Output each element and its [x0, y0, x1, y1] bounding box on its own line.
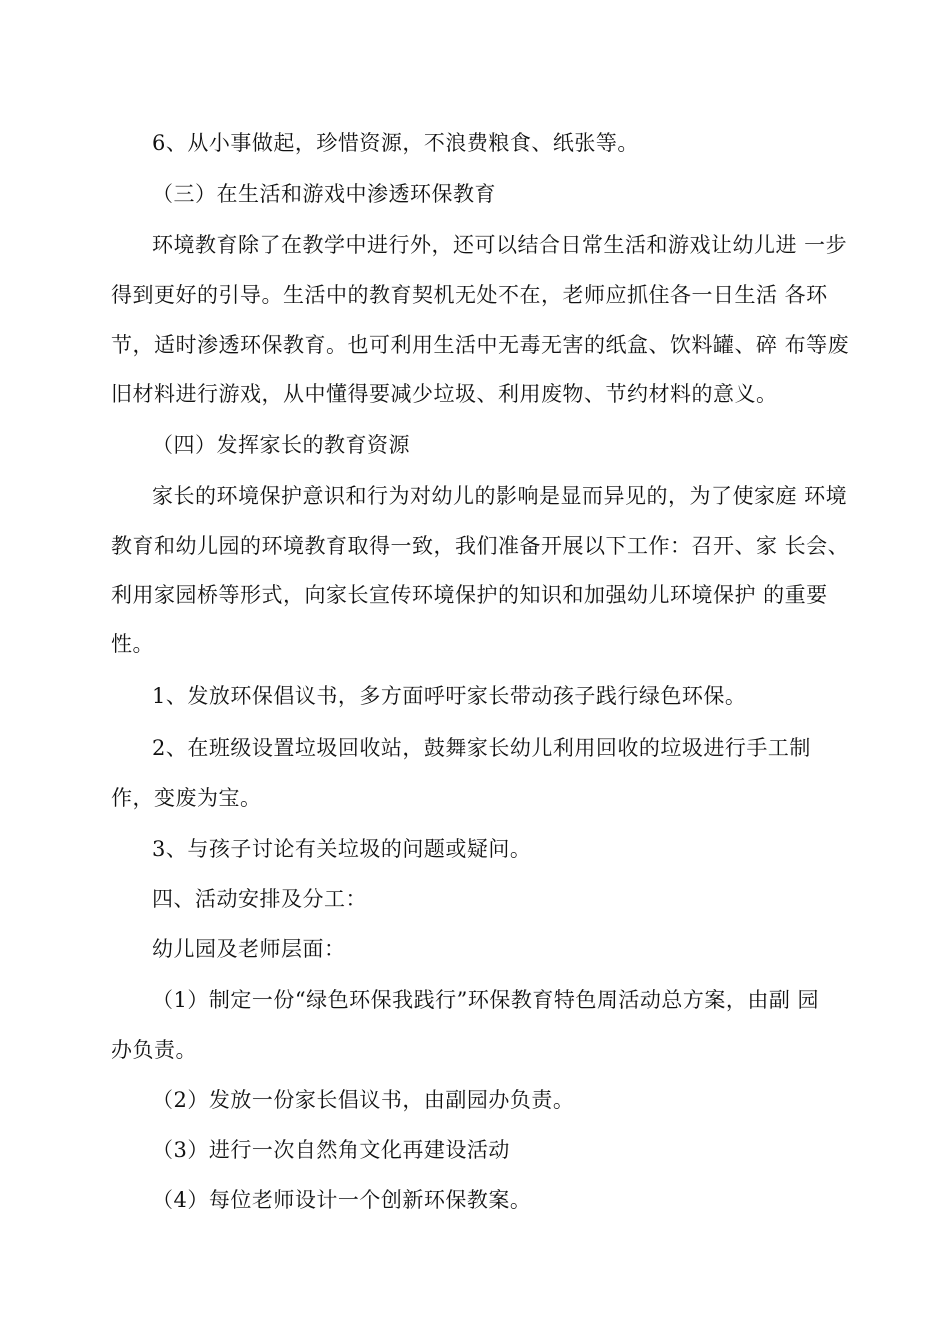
- section-heading: 四、活动安排及分工：: [152, 887, 367, 911]
- paragraph-line: 环境教育除了在教学中进行外，还可以结合日常生活和游戏让幼儿进 一步: [152, 233, 848, 257]
- list-item: （4）每位老师设计一个创新环保教案。: [152, 1188, 532, 1212]
- paragraph-line: 旧材料进行游戏，从中懂得要减少垃圾、利用废物、节约材料的意义。: [111, 382, 778, 406]
- paragraph-line: 节，适时渗透环保教育。也可利用生活中无毒无害的纸盒、饮料罐、碎 布等废: [111, 333, 850, 357]
- section-heading: （四）发挥家长的教育资源: [152, 433, 410, 457]
- paragraph-line: 教育和幼儿园的环境教育取得一致，我们准备开展以下工作：召开、家 长会、: [111, 534, 850, 558]
- list-item: 3、与孩子讨论有关垃圾的问题或疑问。: [152, 837, 532, 861]
- list-item: （2）发放一份家长倡议书，由副园办负责。: [152, 1088, 575, 1112]
- list-item: 1、发放环保倡议书，多方面呼吁家长带动孩子践行绿色环保。: [152, 684, 747, 708]
- subheading: 幼儿园及老师层面：: [152, 937, 346, 961]
- paragraph-line: 作，变废为宝。: [111, 786, 262, 810]
- section-heading: （三）在生活和游戏中渗透环保教育: [152, 182, 496, 206]
- paragraph-line: 6、从小事做起，珍惜资源，不浪费粮食、纸张等。: [152, 131, 639, 155]
- paragraph-line: 家长的环境保护意识和行为对幼儿的影响是显而异见的，为了使家庭 环境: [152, 484, 848, 508]
- paragraph-line: 利用家园桥等形式，向家长宣传环境保护的知识和加强幼儿环境保护 的重要: [111, 583, 828, 607]
- list-item: 2、在班级设置垃圾回收站，鼓舞家长幼儿利用回收的垃圾进行手工制: [152, 736, 811, 760]
- paragraph-line: 性。: [111, 632, 154, 656]
- list-item: （3）进行一次自然角文化再建设活动: [152, 1138, 510, 1162]
- paragraph-line: 办负责。: [111, 1038, 197, 1062]
- paragraph-line: 得到更好的引导。生活中的教育契机无处不在，老师应抓住各一日生活 各环: [111, 283, 828, 307]
- list-item: （1）制定一份“绿色环保我践行”环保教育特色周活动总方案，由副 园: [152, 988, 820, 1012]
